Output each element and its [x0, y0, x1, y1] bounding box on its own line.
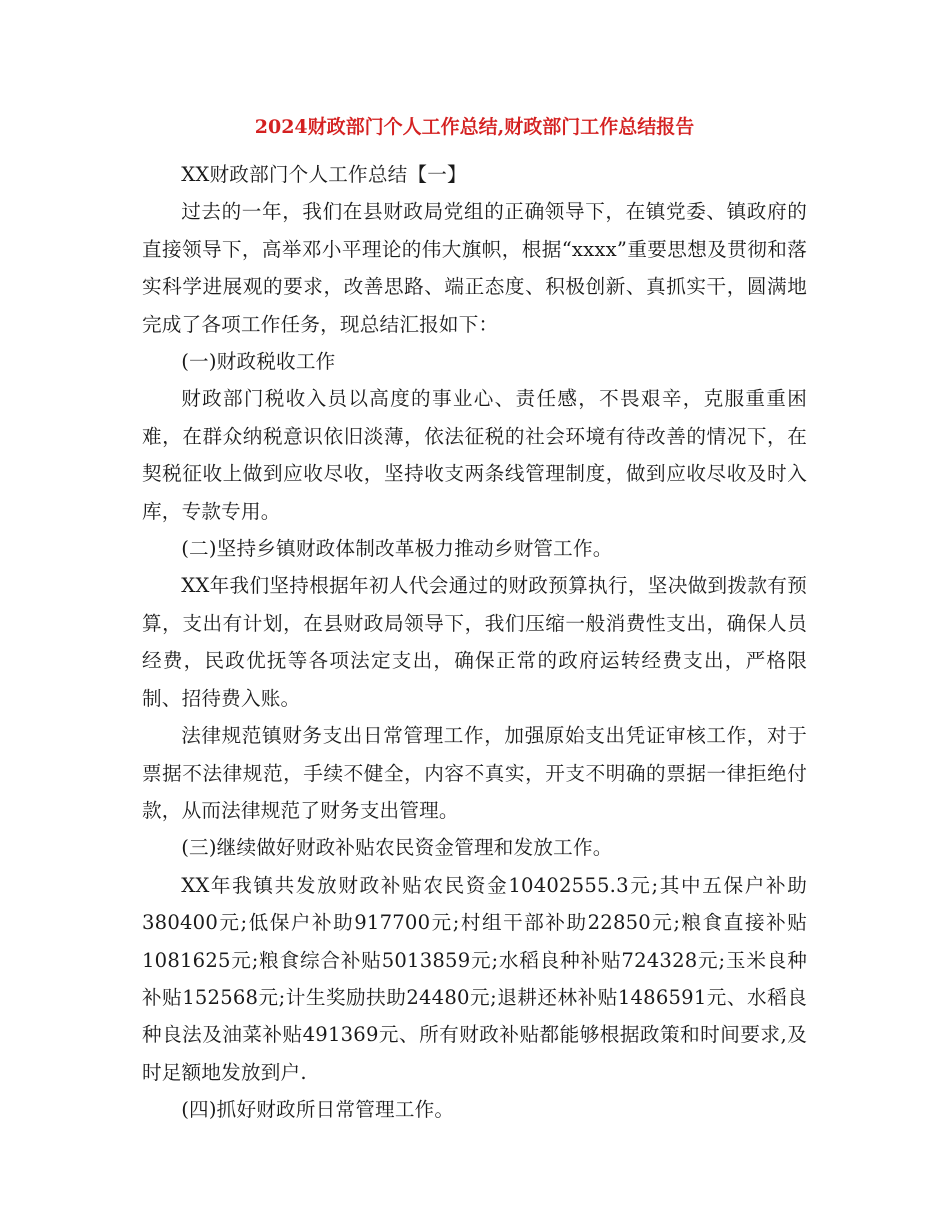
section-heading-reform: (二)坚持乡镇财政体制改革极力推动乡财管工作。	[181, 537, 613, 561]
intro-paragraph: 过去的一年，我们在县财政局党组的正确领导下，在镇党委、镇政府的直接领导下，高举邓小平理论的伟大旗帜，根据“xxxx”重要思想及贯彻和落实科学进展观的要求，改善思路、端正态度、积极创新、真抓实干，圆满地完成了各项工作任务，现总结汇报如下：	[142, 200, 807, 336]
expense-paragraph: 法律规范镇财务支出日常管理工作，加强原始支出凭证审核工作，对于票据不法律规范，手续不健全，内容不真实，开支不明确的票据一律拒绝付款，从而法律规范了财务支出管理。	[142, 724, 807, 822]
section-heading-subsidy: (三)继续做好财政补贴农民资金管理和发放工作。	[181, 836, 613, 860]
budget-paragraph: XX年我们坚持根据年初人代会通过的财政预算执行，坚决做到拨款有预算，支出有计划，在县财政局领导下，我们压缩一般消费性支出，确保人员经费，民政优抚等各项法定支出，确保正常的政府运转经费支出，严格限制、招待费入账。	[142, 574, 807, 710]
document-page	[142, 112, 807, 1129]
section-heading-summary: XX财政部门个人工作总结【一】	[181, 163, 467, 186]
document-title: 2024财政部门个人工作总结,财政部门工作总结报告	[254, 116, 695, 138]
tax-paragraph: 财政部门税收入员以高度的事业心、责任感，不畏艰辛，克服重重困难，在群众纳税意识依旧淡薄，依法征税的社会环境有待改善的情况下，在契税征收上做到应收尽收，坚持收支两条线管理制度，做到应收尽收及时入库，专款专用。	[142, 387, 807, 523]
section-heading-management: (四)抓好财政所日常管理工作。	[181, 1098, 455, 1122]
section-heading-tax: (一)财政税收工作	[181, 350, 336, 374]
subsidy-paragraph: XX年我镇共发放财政补贴农民资金10402555.3元;其中五保户补助380400元;低保户补助917700元;村组干部补助22850元;粮食直接补贴1081625元;粮食综合补贴5013859元;水稻良种补贴724328元;玉米良种补贴152568元;计生奖励扶助24480元;退耕还林补贴1486591元、水稻良种良法及油菜补贴491369元、所有财政补贴都能够根据政策和时间要求,及时足额地发放到户.	[142, 873, 807, 1084]
